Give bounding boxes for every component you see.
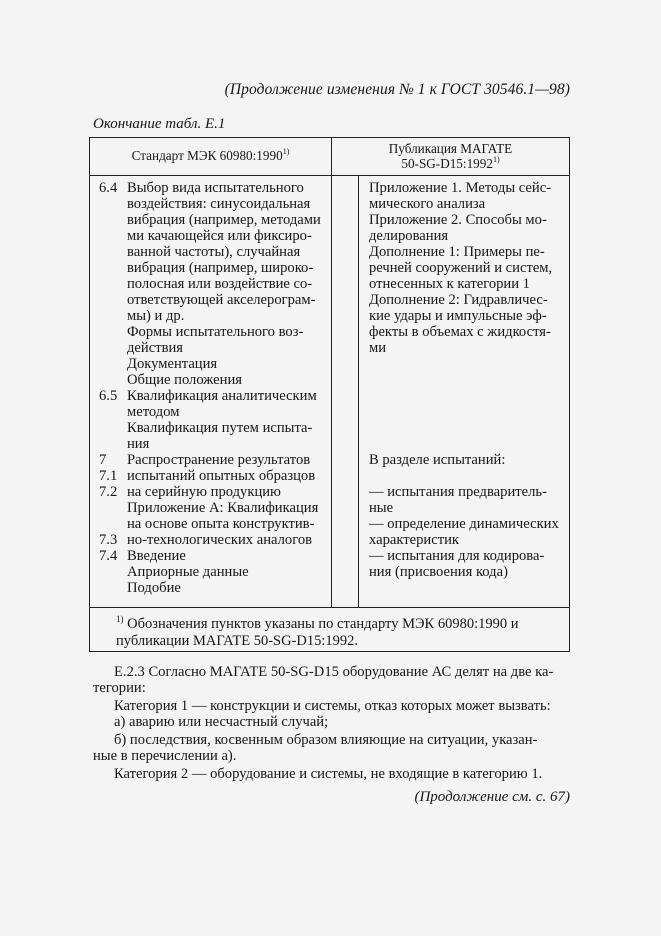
iec-clause-line: Подобие [127, 580, 181, 596]
iaea-clause-line: Приложение 2. Способы мо- [369, 212, 547, 228]
iaea-clause-line: — испытания предваритель- [369, 484, 547, 500]
iec-clause-line: воздействия: синусоидальная [127, 196, 311, 212]
iec-clause-line: вибрация (например, широко- [127, 260, 314, 276]
iec-clause-line: методом [127, 404, 180, 420]
clause-number [99, 228, 125, 244]
footnote-sup: 1) [116, 614, 124, 624]
paragraph-category2: Категория 2 — оборудование и системы, не входящие в категорию 1. [114, 766, 543, 782]
iec-clause-line: действия [127, 340, 183, 356]
paragraph-e23-line2: тегории: [93, 680, 146, 696]
iaea-clause-line [369, 404, 561, 420]
col-right-header [332, 141, 569, 171]
iec-clause-line: Выбор вида испытательного [127, 180, 304, 196]
iec-clause-line: ния [127, 436, 150, 452]
clause-number [99, 420, 125, 436]
clause-number: 7.2 [99, 484, 118, 500]
iec-clause-line: ответствующей акселерограм- [127, 292, 316, 308]
iec-clauses [127, 180, 328, 596]
clause-number [99, 372, 125, 388]
iec-clause-line: Документация [127, 356, 218, 372]
clause-number [99, 196, 125, 212]
iaea-clause-line: — определение динамических [369, 516, 559, 532]
clause-number [99, 500, 125, 516]
iaea-clause-line: В разделе испытаний: [369, 452, 506, 468]
clause-number [99, 580, 125, 596]
col-left-header [90, 148, 331, 163]
comparison-table [89, 137, 570, 652]
header-divider [90, 175, 569, 176]
iec-clause-line: вибрация (например, методами [127, 212, 321, 228]
clause-number [99, 404, 125, 420]
iaea-clauses [369, 180, 561, 596]
iec-clause-line: полосная или воздействие со- [127, 276, 313, 292]
iaea-clause-line: делирования [369, 228, 449, 244]
iec-clause-line: ванной частоты), случайная [127, 244, 301, 260]
footnote-line1: Обозначения пунктов указаны по стандарту МЭК 60980:1990 и [127, 616, 519, 632]
iec-clause-line: Приложение А: Квалификация [127, 500, 319, 516]
iec-clause-line: испытаний опытных образцов [127, 468, 316, 484]
paragraph-item-b-line2: ные в перечислении а). [93, 748, 237, 764]
iaea-clause-line [369, 372, 561, 388]
iaea-clause-line: мического анализа [369, 196, 486, 212]
paragraph-e23-line1: Е.2.3 Согласно МАГАТЕ 50-SG-D15 оборудование АС делят на две ка- [114, 664, 554, 680]
iaea-clause-line [369, 468, 561, 484]
clause-number: 7.3 [99, 532, 118, 548]
iec-clause-line: но-технологических аналогов [127, 532, 313, 548]
clause-number: 7.4 [99, 548, 118, 564]
iaea-clause-line [369, 388, 561, 404]
iaea-clause-line [369, 420, 561, 436]
iaea-clause-line: характеристик [369, 532, 459, 548]
clause-number [99, 356, 125, 372]
iec-clause-line: на основе опыта конструктив- [127, 516, 315, 532]
col-right-title-line2: 50-SG-D15:1992 [401, 156, 493, 171]
iec-clause-line: Квалификация путем испыта- [127, 420, 313, 436]
clause-number [99, 308, 125, 324]
clause-number [99, 324, 125, 340]
footnote [116, 616, 560, 650]
iaea-clause-line [369, 580, 561, 596]
iaea-clause-line: Дополнение 2: Гидравличес- [369, 292, 548, 308]
iaea-clause-line: ми [369, 340, 387, 356]
table-caption: Окончание табл. Е.1 [93, 116, 226, 132]
clause-number: 7.1 [99, 468, 118, 484]
body-paragraphs [93, 664, 571, 782]
iec-clause-line: Введение [127, 548, 186, 564]
iaea-clause-line: отнесенных к категории 1 [369, 276, 530, 292]
footer-continuation: (Продолжение см. с. 67) [414, 789, 570, 805]
iaea-clause-line: ния (присвоения кода) [369, 564, 508, 580]
clause-number: 7 [99, 452, 107, 468]
footnote-line2: публикации МАГАТЕ 50-SG-D15:1992. [116, 633, 359, 649]
clause-number: 6.4 [99, 180, 118, 196]
iaea-clause-line: речней сооружений и систем, [369, 260, 553, 276]
col-left-sup: 1) [282, 147, 290, 156]
iaea-clause-line: кие удары и импульсные эф- [369, 308, 547, 324]
iaea-clause-line: фекты в объемах с жидкостя- [369, 324, 551, 340]
iec-clause-line: Распространение результатов [127, 452, 311, 468]
iec-clause-line: Квалификация аналитическим [127, 388, 317, 404]
clause-number [99, 276, 125, 292]
clause-number [99, 516, 125, 532]
iec-clause-line: Формы испытательного воз- [127, 324, 304, 340]
clause-number [99, 564, 125, 580]
iaea-clause-line: — испытания для кодирова- [369, 548, 545, 564]
iec-clause-line: ми качающейся или фиксиро- [127, 228, 312, 244]
clause-number [99, 436, 125, 452]
col-right-sup: 1) [492, 155, 500, 164]
iaea-clause-line: Дополнение 1: Примеры пе- [369, 244, 545, 260]
footnote-box [90, 608, 569, 652]
clause-number [99, 340, 125, 356]
col-left-title: Стандарт МЭК 60980:1990 [131, 148, 283, 163]
paragraph-item-a: а) аварию или несчастный случай; [114, 714, 329, 730]
column-divider-left [331, 138, 332, 608]
iaea-clause-line [369, 436, 561, 452]
iec-clause-line: Априорные данные [127, 564, 249, 580]
paragraph-category1: Категория 1 — конструкции и системы, отказ которых может вызвать: [114, 698, 551, 714]
iaea-clause-line [369, 356, 561, 372]
iaea-clause-line: Приложение 1. Методы сейс- [369, 180, 552, 196]
clause-numbers [99, 180, 125, 596]
clause-number [99, 260, 125, 276]
iec-clause-line: на серийную продукцию [127, 484, 281, 500]
column-divider-right [358, 175, 359, 608]
clause-number: 6.5 [99, 388, 118, 404]
paragraph-item-b-line1: б) последствия, косвенным образом влияющие на ситуации, указан- [114, 732, 538, 748]
clause-number [99, 292, 125, 308]
col-right-title-line1: Публикация МАГАТЕ [388, 141, 513, 156]
iec-clause-line: мы) и др. [127, 308, 185, 324]
iec-clause-line: Общие положения [127, 372, 242, 388]
clause-number [99, 244, 125, 260]
clause-number [99, 212, 125, 228]
header-continuation: (Продолжение изменения № 1 к ГОСТ 30546.1—98) [224, 81, 570, 98]
iaea-clause-line: ные [369, 500, 394, 516]
